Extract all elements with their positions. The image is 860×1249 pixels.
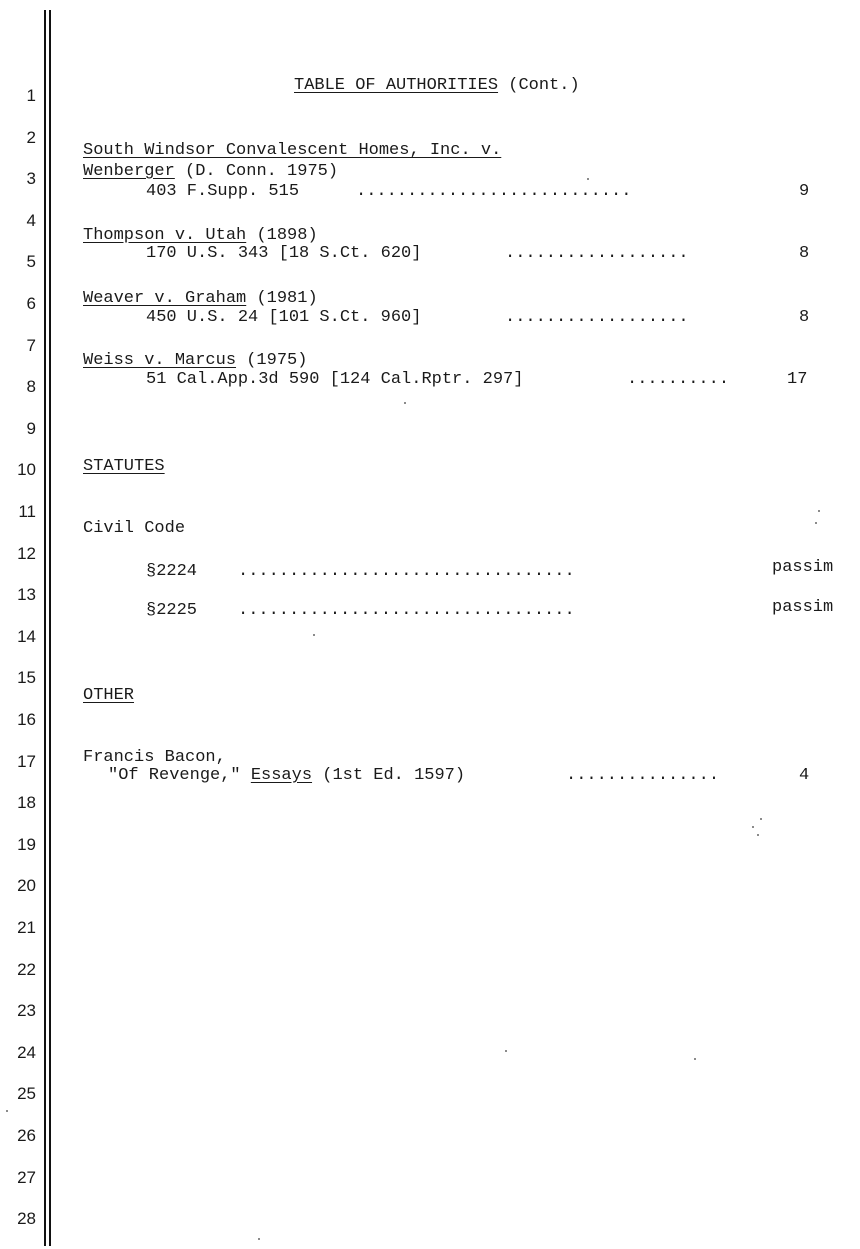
leader-dots: .......... — [627, 370, 730, 389]
case-cite: 450 U.S. 24 [101 S.Ct. 960] — [146, 308, 422, 327]
case-year: (1975) — [246, 351, 308, 370]
line-number: 21 — [17, 918, 36, 937]
leader-dots: ................................. — [238, 601, 575, 620]
statute-section: §2224 — [146, 562, 198, 581]
line-number: 9 — [26, 418, 36, 438]
title-cont: (Cont.) — [508, 76, 580, 95]
line-number: 3 — [26, 169, 36, 189]
line-number: 6 — [26, 294, 36, 313]
page-number: 17 — [787, 370, 808, 389]
case-title — [83, 226, 318, 246]
line-number: 2 — [26, 127, 36, 147]
leader-dots: .................. — [505, 244, 689, 263]
margin-rule-outer — [44, 10, 46, 1246]
page-title — [294, 76, 580, 96]
other-title — [108, 766, 465, 786]
page-number: 4 — [799, 766, 810, 785]
line-number: 13 — [17, 585, 36, 605]
line-number: 20 — [17, 876, 36, 896]
statutes-heading: STATUTES — [83, 457, 165, 476]
page-reference: passim — [772, 558, 834, 577]
leader-dots: ............... — [566, 766, 720, 785]
case-cite: 403 F.Supp. 515 — [146, 182, 300, 201]
scan-speck — [752, 826, 754, 828]
scan-speck — [694, 1058, 696, 1060]
page-number: 9 — [799, 182, 810, 201]
line-number: 14 — [17, 626, 36, 646]
line-number: 12 — [17, 543, 36, 563]
work-title: Essays — [250, 766, 313, 785]
edition: (1st Ed. 1597) — [322, 766, 466, 785]
scan-speck — [815, 522, 817, 524]
scan-speck — [313, 634, 315, 636]
statute-section: §2225 — [146, 601, 198, 620]
scan-speck — [818, 510, 820, 512]
line-number: 8 — [26, 377, 36, 397]
line-number: 16 — [17, 710, 36, 729]
line-number: 18 — [17, 793, 36, 813]
other-heading: OTHER — [83, 686, 135, 705]
line-number: 28 — [17, 1209, 36, 1229]
line-number: 15 — [17, 668, 36, 688]
line-number: 23 — [17, 1001, 36, 1021]
case-year: (1898) — [256, 226, 318, 245]
case-name-wenberger: Wenberger — [83, 162, 175, 181]
line-number: 1 — [26, 86, 36, 105]
civil-code-label: Civil Code — [83, 519, 186, 538]
case-year: (1981) — [256, 289, 318, 308]
essay-title: "Of Revenge," — [108, 766, 241, 785]
leader-dots: ........................... — [356, 182, 632, 201]
line-number: 24 — [17, 1042, 36, 1062]
line-number: 26 — [17, 1126, 36, 1145]
case-title — [83, 289, 318, 309]
title-text: TABLE OF AUTHORITIES — [294, 76, 499, 95]
case-cite: 51 Cal.App.3d 590 [124 Cal.Rptr. 297] — [146, 370, 524, 389]
leader-dots: .................. — [505, 308, 689, 327]
scan-speck — [587, 178, 589, 180]
line-number: 22 — [17, 959, 36, 979]
leader-dots: ................................. — [238, 562, 575, 581]
scan-speck — [6, 1110, 8, 1112]
line-number: 11 — [18, 502, 36, 521]
case-name: Weiss v. Marcus — [83, 351, 237, 370]
line-number: 27 — [17, 1167, 36, 1187]
other-author: Francis Bacon, — [83, 748, 226, 767]
line-number: 17 — [17, 751, 36, 771]
page-number: 8 — [799, 308, 810, 327]
case-cite: 170 U.S. 343 [18 S.Ct. 620] — [146, 244, 422, 263]
scan-speck — [757, 834, 759, 836]
line-number: 5 — [26, 252, 36, 272]
scan-speck — [258, 1238, 260, 1240]
page-reference: passim — [772, 598, 834, 617]
line-number: 7 — [26, 335, 36, 355]
case-title — [83, 351, 307, 371]
scan-speck — [760, 818, 762, 820]
line-number: 19 — [17, 834, 36, 854]
scan-speck — [404, 402, 406, 404]
line-number: 25 — [17, 1084, 36, 1104]
scan-speck — [505, 1050, 507, 1052]
margin-rule-inner — [49, 10, 51, 1246]
case-name-line1: South Windsor Convalescent Homes, Inc. v. — [83, 141, 502, 160]
line-number: 10 — [17, 460, 36, 480]
page-number: 8 — [799, 244, 810, 263]
case-court: (D. Conn. 1975) — [185, 162, 339, 181]
line-number: 4 — [26, 210, 36, 230]
case-name: Thompson v. Utah — [83, 226, 247, 245]
case-name-line2 — [83, 162, 338, 182]
case-name: Weaver v. Graham — [83, 289, 247, 308]
